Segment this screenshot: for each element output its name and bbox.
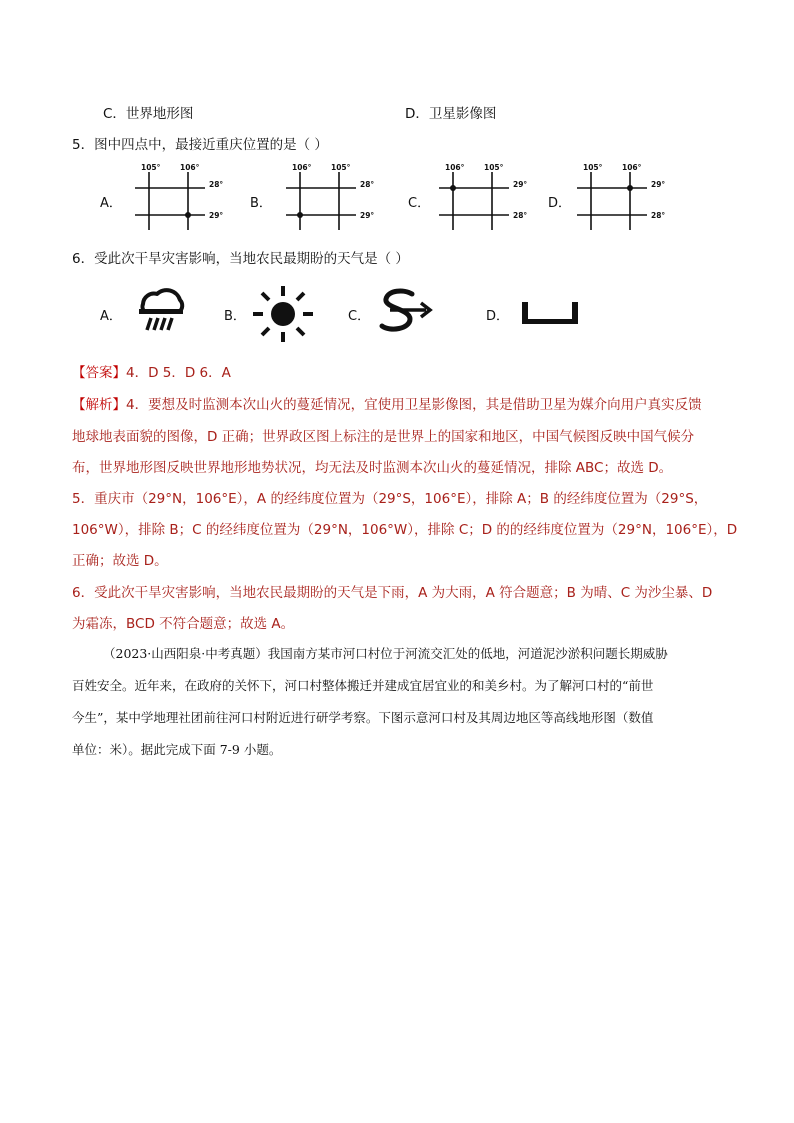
passage-line-3: 今生”，某中学地理社团前往河口村附近进行研学考察。下图示意河口村及其周边地区等高线地形图（数值 [72,710,654,725]
longitude-label: 106° [292,163,312,172]
frost-icon [522,300,578,328]
q5-option-d-letter: D． [548,196,572,211]
q5-stem: 5．图中四点中，最接近重庆位置的是（ ） [72,137,328,153]
latitude-label: 29° [360,211,375,220]
q6-option-a-letter: A． [100,309,122,324]
analysis-line-5: 106°W），排除 B；C 的经纬度位置为（29°N，106°W），排除 C；D 的的经纬度位置为（29°N，106°E），D [72,522,738,538]
analysis-line-8: 为霜冻，BCD 不符合题意；故选 A。 [72,616,295,632]
q6-option-b-letter: B． [224,309,246,324]
q4-option-d: D．卫星影像图 [405,106,497,122]
q4-option-c: C．世界地形图 [103,106,194,122]
q5-option-c-grid [437,160,542,236]
longitude-label: 105° [141,163,161,172]
passage-line-2: 百姓安全。近年来，在政府的关怀下，河口村整体搬迁并建成宜居宜业的和美乡村。为了解河口村的“前世 [72,678,654,693]
analysis-line-2: 地球地表面貌的图像，D 正确；世界政区图上标注的是世界上的国家和地区，中国气候图反映中国气候分 [72,429,695,445]
longitude-label: 105° [583,163,603,172]
passage-line-4: 单位：米）。据此完成下面 7-9 小题。 [72,742,282,757]
latitude-label: 28° [651,211,666,220]
latitude-label: 29° [651,180,666,189]
q5-option-a-letter: A． [100,196,122,211]
location-dot [627,185,633,191]
analysis-line-1 [72,393,702,413]
answer-tag: 【答案】 [72,365,126,381]
latitude-label: 28° [360,180,375,189]
analysis-line-4: 5．重庆市（29°N，106°E），A 的经纬度位置为（29°S，106°E），排除 A；B 的经纬度位置为（29°S， [72,491,708,507]
q6-option-c-letter: C． [348,309,371,324]
q6-option-d-letter: D． [486,309,510,324]
latitude-label: 28° [513,211,528,220]
longitude-label: 106° [180,163,200,172]
q6-stem: 6．受此次干旱灾害影响，当地农民最期盼的天气是（ ） [72,251,409,267]
longitude-label: 105° [331,163,351,172]
answer-text: 4．D 5．D 6．A [126,365,231,381]
latitude-label: 29° [209,211,224,220]
heavy-rain-icon [135,282,187,338]
longitude-label: 105° [484,163,504,172]
q5-option-b-grid [284,160,389,236]
analysis-tag: 【解析】 [72,397,126,413]
longitude-label: 106° [445,163,465,172]
passage-line-1: （2023·山西阳泉·中考真题）我国南方某市河口村位于河流交汇处的低地，河道泥沙淤积问题长期威胁 [103,646,668,661]
latitude-label: 28° [209,180,224,189]
sun-icon [252,285,314,347]
q5-option-c-letter: C． [408,196,431,211]
q5-option-b-letter: B． [250,196,272,211]
answer-line [72,361,231,381]
analysis-line-6: 正确；故选 D。 [72,553,168,569]
analysis-line-3: 布，世界地形图反映世界地形地势状况，均无法及时监测本次山火的蔓延情况，排除 ABC；故选 D。 [72,460,673,476]
q5-option-d-grid [575,160,680,236]
analysis-text: 4．要想及时监测本次山火的蔓延情况，宜使用卫星影像图，其是借助卫星为媒介向用户真实反馈 [126,397,702,413]
location-dot [185,212,191,218]
location-dot [297,212,303,218]
location-dot [450,185,456,191]
q5-option-a-grid [133,160,238,236]
latitude-label: 29° [513,180,528,189]
analysis-line-7: 6．受此次干旱灾害影响，当地农民最期盼的天气是下雨，A 为大雨，A 符合题意；B 为晴、C 为沙尘暴、D [72,585,713,601]
longitude-label: 106° [622,163,642,172]
sandstorm-icon [378,288,436,338]
